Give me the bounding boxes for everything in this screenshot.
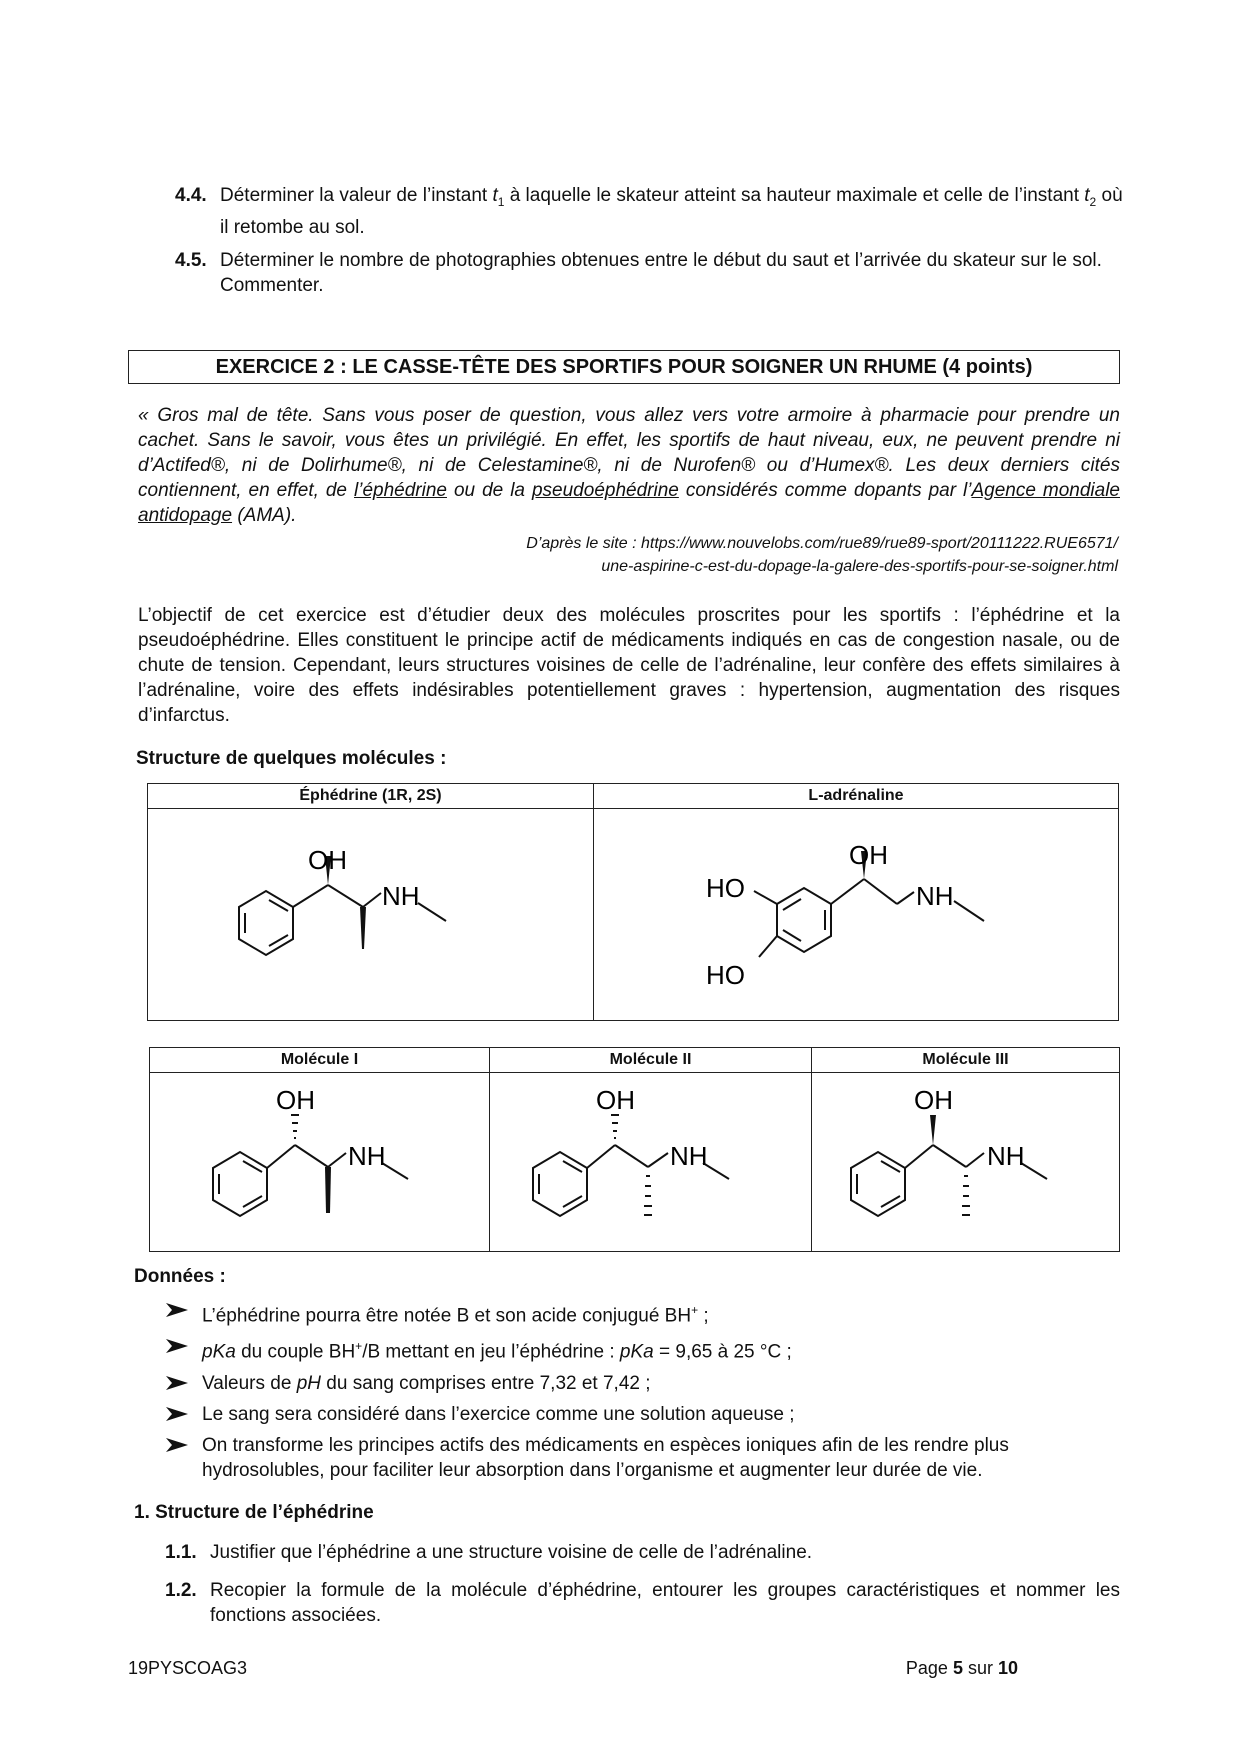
oh-label: OH [276, 1085, 315, 1115]
donnee-item: Valeurs de pH du sang comprises entre 7,32 et 7,42 ; [164, 1371, 1120, 1396]
ephedrine-structure [148, 809, 592, 1019]
donnees-heading: Données : [134, 1266, 226, 1287]
question-text: Déterminer la valeur de l’instant $t_1$ à laquelle le skateur atteint sa hauteur maximale et celle de l’instant $t_2$ où il retombe au sol. [220, 185, 1123, 238]
molecule-1-header: Molécule I [150, 1048, 489, 1073]
exercise-title: EXERCICE 2 : LE CASSE-TÊTE DES SPORTIFS POUR SOIGNER UN RHUME (4 points) [128, 350, 1120, 384]
nh-label: NH [987, 1141, 1025, 1171]
nh-label: NH [382, 881, 420, 911]
arrow-bullet-icon [164, 1403, 190, 1425]
footer-page: Page 5 sur 10 [905, 1658, 1018, 1678]
molecule-3-structure [812, 1073, 1118, 1251]
oh-label: OH [308, 845, 347, 875]
structures-table-bottom [149, 1047, 1120, 1252]
link-ephedrine: l’éphédrine [354, 480, 447, 501]
molecule-2-structure [490, 1073, 810, 1251]
arrow-bullet-icon [164, 1372, 190, 1394]
donnee-item: L’éphédrine pourra être notée B et son acide conjugué BH+ ; [164, 1298, 1120, 1328]
question-number: 4.4. [175, 185, 207, 206]
donnee-item: On transforme les principes actifs des médicaments en espèces ioniques afin de les rendre plus hydrosolubles, pour faciliter leur absorption dans l’organisme et augmenter leur durée de vie. [164, 1433, 1120, 1483]
link-ama: Agence mondiale antidopage [138, 480, 1120, 526]
structures-table-top [147, 783, 1119, 1021]
question-text: Recopier la formule de la molécule d’éphédrine, entourer les groupes caractéristiques et nommer les fonctions associées. [210, 1580, 1120, 1626]
intro-paragraph: L’objectif de cet exercice est d’étudier deux des molécules proscrites pour les sportifs : l’éphédrine et la pseudoéphédrine. Elles constituent le principe actif de médicaments indiqués en cas de congestion nasale, ou de chute de tension. Cependant, leurs structures voisines de celle de l’adrénaline, leur confère des effets similaires à l’adrénaline, voire des effets indésirables potentiellement graves : hypertension, augmentation des risques d’infarctus. [138, 605, 1120, 726]
oh-label: OH [914, 1085, 953, 1115]
question-1-1 [165, 1540, 1120, 1565]
nh-label: NH [348, 1141, 386, 1171]
molecule-1-structure [150, 1073, 488, 1251]
donnee-item: Le sang sera considéré dans l’exercice comme une solution aqueuse ; [164, 1402, 1120, 1427]
nh-label: NH [670, 1141, 708, 1171]
adrenaline-structure [594, 809, 1118, 1019]
question-text: Justifier que l’éphédrine a une structure voisine de celle de l’adrénaline. [210, 1542, 813, 1563]
molecule-1-cell [150, 1048, 490, 1251]
structures-heading: Structure de quelques molécules : [136, 748, 447, 769]
donnee-item: pKa du couple BH+/B mettant en jeu l’éphédrine : pKa = 9,65 à 25 °C ; [164, 1334, 1120, 1364]
molecule-3-cell [812, 1048, 1119, 1251]
ho-label-1: HO [706, 873, 745, 903]
adrenaline-header: L-adrénaline [594, 784, 1118, 809]
molecule-3-header: Molécule III [812, 1048, 1119, 1073]
oh-label: OH [849, 840, 888, 870]
question-number: 1.1. [165, 1542, 197, 1563]
question-number: 1.2. [165, 1580, 197, 1601]
question-number: 4.5. [175, 250, 207, 271]
ephedrine-header: Éphédrine (1R, 2S) [148, 784, 593, 809]
question-1-2 [165, 1578, 1120, 1628]
arrow-bullet-icon [164, 1434, 190, 1456]
ephedrine-cell [148, 784, 594, 1020]
oh-label: OH [596, 1085, 635, 1115]
arrow-bullet-icon [164, 1335, 190, 1357]
question-text: Déterminer le nombre de photographies obtenues entre le début du saut et l’arrivée du skateur sur le sol. Commenter. [220, 250, 1102, 296]
ho-label-2: HO [706, 960, 745, 990]
question-4-5 [175, 248, 1125, 298]
part-1-heading: 1. Structure de l’éphédrine [134, 1502, 374, 1523]
quote-source: D’après le site : https://www.nouvelobs.com/rue89/rue89-sport/20111222.RUE6571/ une-aspirine-c-est-du-dopage-la-galere-des-sportifs-pour-se-soigner.html [526, 535, 1118, 575]
molecule-2-cell [490, 1048, 812, 1251]
link-pseudoephedrine: pseudoéphédrine [531, 480, 679, 501]
adrenaline-cell [594, 784, 1118, 1020]
molecule-2-header: Molécule II [490, 1048, 811, 1073]
question-4-4 [175, 183, 1125, 240]
footer-code: 19PYSCOAG3 [128, 1658, 248, 1678]
arrow-bullet-icon [164, 1299, 190, 1321]
nh-label: NH [916, 881, 954, 911]
quote: « Gros mal de tête. Sans vous poser de question, vous allez vers votre armoire à pharmacie pour prendre un cachet. Sans le savoir, vous êtes un privilégié. En effet, les sportifs de haut niveau, eux, ne peuvent prendre ni d’Actifed®, ni de Dolirhume®, ni de Celestamine®, ni de Nurofen® ou d’Humex®. Les deux derniers cités contiennent, en effet, de l’éphédrine ou de la pseudoéphédrine considérés comme dopants par l’Agence mondiale antidopage (AMA). [138, 405, 1120, 526]
donnees-list [164, 1298, 1120, 1489]
